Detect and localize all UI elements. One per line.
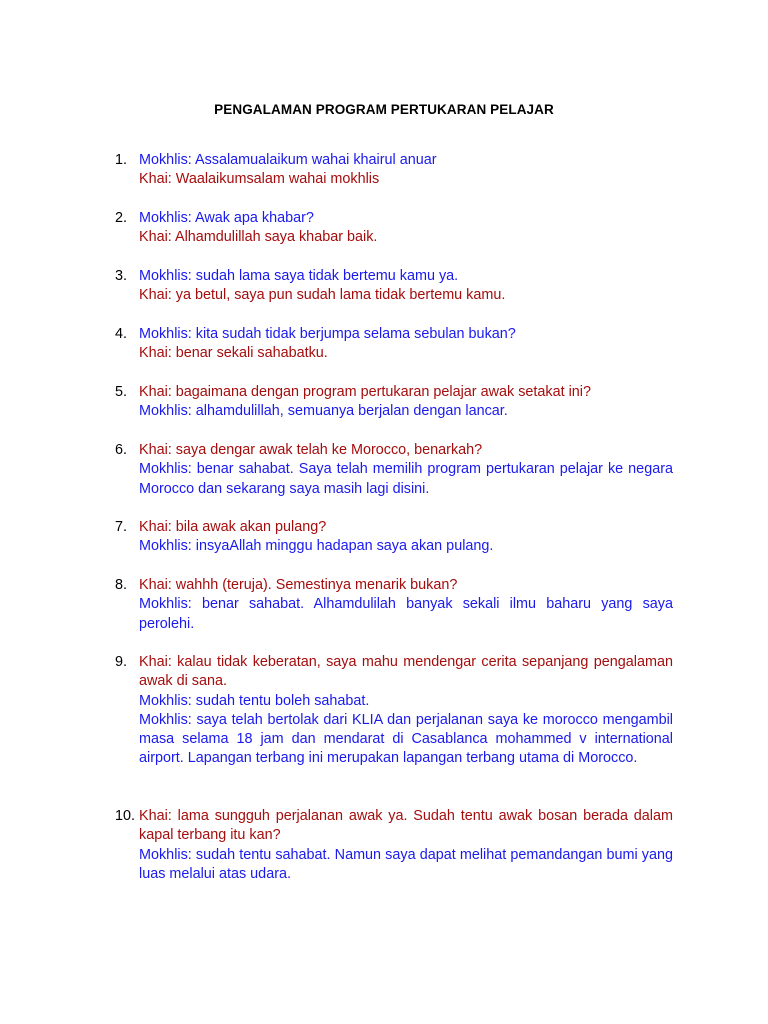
item-number: 1. (115, 152, 128, 168)
mokhlis-line: Mokhlis: sudah tentu sahabat. Namun saya dapat melihat pemandangan bumi yang luas melalui atas udara. (139, 846, 673, 882)
list-item (115, 267, 673, 306)
khai-line: Khai: lama sungguh perjalanan awak ya. Sudah tentu awak bosan berada dalam kapal terbang itu kan? (139, 808, 673, 844)
item-number: 2. (115, 210, 128, 226)
khai-line: Khai: bila awak akan pulang? (139, 519, 327, 535)
mokhlis-line: Mokhlis: saya telah bertolak dari KLIA dan perjalanan saya ke morocco mengambil masa selama 18 jam dan mendarat di Casablanca mohammed v international airport. Lapangan terbang ini merupakan lapangan terbang utama di Morocco. (139, 711, 673, 767)
item-number: 8. (115, 577, 128, 593)
item-number: 10. (115, 808, 136, 824)
list-item (115, 383, 673, 422)
mokhlis-line: Mokhlis: benar sahabat. Alhamdulilah banyak sekali ilmu baharu yang saya perolehi. (139, 596, 673, 632)
item-number: 7. (115, 519, 128, 535)
item-number: 3. (115, 268, 128, 284)
list-item (115, 518, 673, 557)
list-item (115, 653, 673, 769)
mokhlis-line: Mokhlis: sudah lama saya tidak bertemu kamu ya. (139, 268, 459, 284)
list-item (115, 209, 673, 248)
mokhlis-line: Mokhlis: Awak apa khabar? (139, 210, 314, 226)
item-number: 6. (115, 442, 128, 458)
item-number: 5. (115, 384, 128, 400)
list-item (115, 576, 673, 634)
khai-line: Khai: bagaimana dengan program pertukaran pelajar awak setakat ini? (139, 384, 591, 400)
document-title: PENGALAMAN PROGRAM PERTUKARAN PELAJAR (214, 102, 554, 117)
mokhlis-line: Mokhlis: Assalamualaikum wahai khairul anuar (139, 152, 437, 168)
item-number: 4. (115, 326, 128, 342)
khai-line: Khai: kalau tidak keberatan, saya mahu mendengar cerita sepanjang pengalaman awak di sana. (139, 654, 673, 690)
item-number: 9. (115, 654, 128, 670)
mokhlis-line: Mokhlis: sudah tentu boleh sahabat. (139, 692, 370, 709)
mokhlis-line: Mokhlis: kita sudah tidak berjumpa selama sebulan bukan? (139, 326, 516, 342)
khai-line: Khai: saya dengar awak telah ke Morocco, benarkah? (139, 442, 483, 458)
khai-line: Khai: Waalaikumsalam wahai mokhlis (139, 171, 380, 188)
list-item (115, 325, 673, 364)
mokhlis-line: Mokhlis: insyaAllah minggu hadapan saya akan pulang. (139, 538, 494, 555)
list-item (115, 441, 673, 499)
khai-line: Khai: wahhh (teruja). Semestinya menarik bukan? (139, 577, 458, 593)
khai-line: Khai: benar sekali sahabatku. (139, 345, 328, 362)
mokhlis-line: Mokhlis: alhamdulillah, semuanya berjalan dengan lancar. (139, 403, 508, 420)
list-item (115, 807, 673, 884)
khai-line: Khai: ya betul, saya pun sudah lama tidak bertemu kamu. (139, 287, 506, 304)
list-item (115, 151, 673, 190)
khai-line: Khai: Alhamdulillah saya khabar baik. (139, 229, 378, 246)
mokhlis-line: Mokhlis: benar sahabat. Saya telah memilih program pertukaran pelajar ke negara Morocco dan sekarang saya masih lagi disini. (139, 461, 673, 497)
